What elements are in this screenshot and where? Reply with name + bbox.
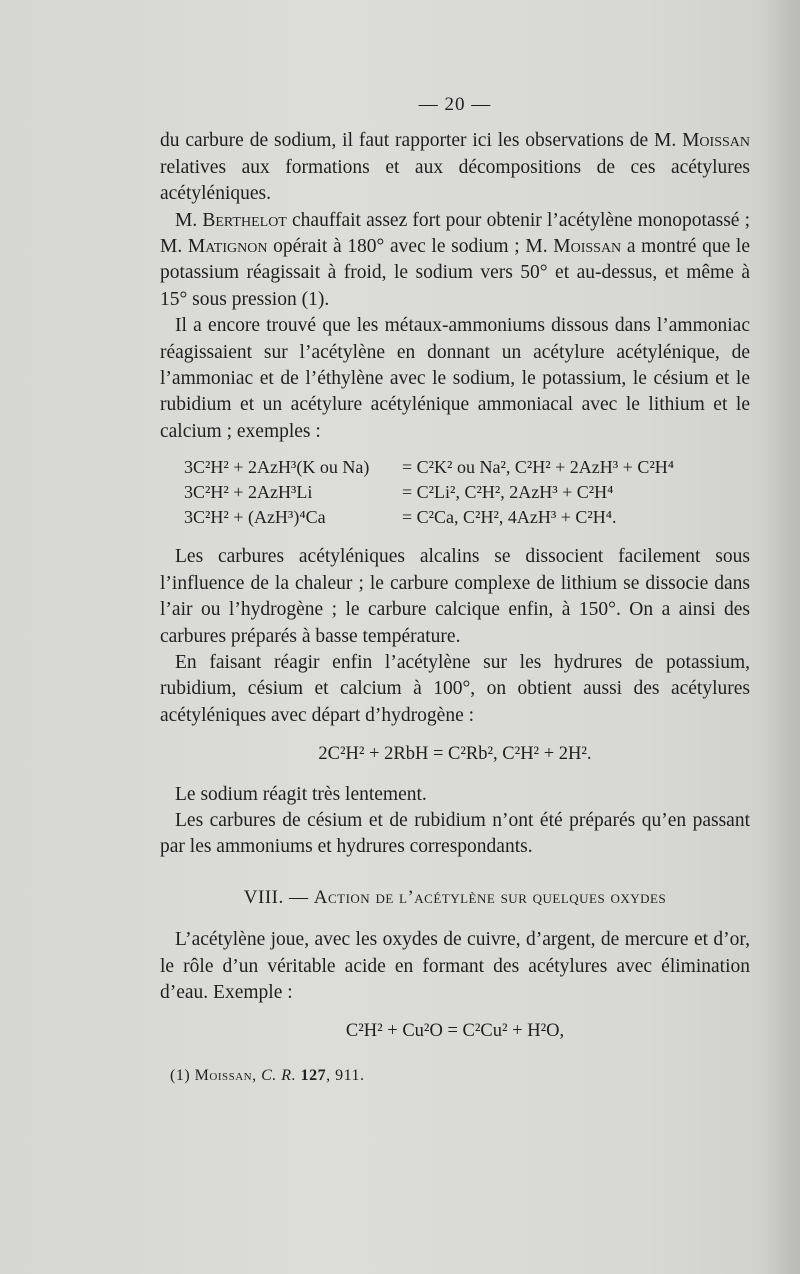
paragraph-2 [160,208,750,314]
page-number: — 20 — [418,94,492,115]
small-caps-name: Matignon [187,236,268,258]
paragraph-1 [160,128,750,207]
page-content [160,92,750,1089]
text-run: opérait à 180° avec le sodium ; M. [267,236,554,258]
paragraph-6 [160,782,750,808]
small-caps-name: Moissan [682,130,750,152]
text-run: L’acétylène joue, avec les oxydes de cuivre, d’argent, de mercure et d’or, le rôle d’un véritable acide en formant des acétylures avec élimination d’eau. Exemple : [160,929,750,1003]
text-run: relatives aux formations et aux décompositions de ces acétylures acétyléniques. [160,156,750,205]
equation-lhs: 3C²H² + 2AzH³Li [184,482,313,503]
equation-rhs: = C²Li², C²H², 2AzH³ + C²H⁴ [402,482,614,503]
paragraph-7 [160,808,750,861]
small-caps-name: Berthelot [202,209,287,231]
section-heading [160,885,750,911]
footnote-journal: C. R. [261,1066,297,1084]
text-run: En faisant réagir enfin l’acétylène sur les hydrures de potassium, rubidium, césium et calcium à 100°, on obtient aussi des acétylures acétyléniques avec départ d’hydrogène : [160,651,750,726]
equation-row [184,455,750,480]
paragraph-4 [160,544,750,650]
equation-table [184,455,750,530]
equation-lhs: 3C²H² + (AzH³)⁴Ca [184,507,326,528]
equation-rhs: = C²K² ou Na², C²H² + 2AzH³ + C²H⁴ [402,457,674,478]
paragraph-3 [160,313,750,445]
text-run: Il a encore trouvé que les métaux-ammoniums dissous dans l’ammoniac réagissaient sur l’acétylène en donnant un acétylure acétylénique, de l’ammoniac et de l’éthylène avec le sodium, le potassium, le césium et le rubidium et un acétylure acétylénique ammoniacal avec le lithium et le calcium ; exemples : [160,315,750,442]
equation-rhs: = C²Ca, C²H², 4AzH³ + C²H⁴. [402,507,617,528]
text-run: chauffait assez fort pour obtenir l’acétylène monopotassé ; M. [160,209,750,258]
page-edge-shadow [760,0,800,1274]
small-caps-name: Moissan [553,236,622,258]
footnote-page: 911. [335,1066,365,1084]
text-run: Les carbures acétyléniques alcalins se dissocient facilement sous l’influence de la chaleur ; le carbure complexe de lithium se dissocie dans l’air ou l’hydrogène ; le carbure calcique enfin, à 150°. On a ainsi des carbures préparés à basse température. [160,546,750,647]
text-run: Les carbures de césium et de rubidium n’ont été préparés qu’en passant par les ammoniums et hydrures correspondants. [160,809,750,858]
text-run: a montré que le potassium réagissait à froid, le sodium vers 50° et au-dessus, et même à 15° sous pression (1). [160,236,751,310]
footnote-number: (1) [170,1066,191,1084]
text-run: VIII. — [243,886,314,908]
equation-lhs: 3C²H² + 2AzH³(K ou Na) [184,457,370,478]
text-run: du carbure de sodium, il faut rapporter ici les observations de M. [160,130,683,152]
equation-copper: C²H² + Cu²O = C²Cu² + H²O, [345,1021,565,1042]
small-caps-name: Action de l’acétylène sur quelques oxydes [313,886,667,908]
footnote-author: Moissan [194,1066,253,1084]
text-run: Le sodium réagit très lentement. [175,783,427,805]
paragraph-8 [160,927,750,1006]
paragraph-5 [160,650,750,729]
equation-row [184,505,750,530]
text-run: M. [175,209,203,231]
equation-rubidium: 2C²H² + 2RbH = C²Rb², C²H² + 2H². [318,744,592,765]
footnote-volume: 127 [300,1066,327,1084]
footnote: (1) Moissan, C. R. 127, 911. [170,1066,365,1084]
equation-row [184,480,750,505]
